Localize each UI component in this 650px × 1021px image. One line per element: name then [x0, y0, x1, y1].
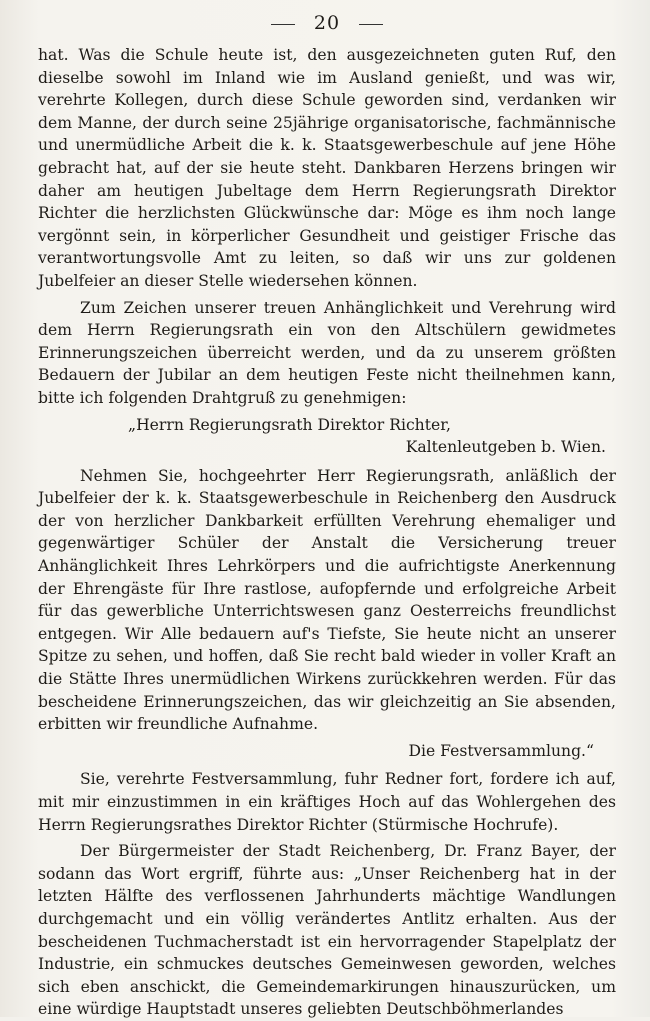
telegram-address: „Herrn Regierungsrath Direktor Richter,	[128, 415, 451, 434]
page-header	[38, 10, 616, 44]
body-text	[38, 44, 616, 1021]
paragraph-4: Sie, verehrte Festversammlung, fuhr Redner fort, fordere ich auf, mit mir einzustimmen in ein kräftiges Hoch auf das Wohlergehen des Herrn Regierungsrathes Direktor Richter (Stürmische Hochrufe).	[38, 770, 616, 834]
paragraph-5: Der Bürgermeister der Stadt Reichenberg, Dr. Franz Bayer, der sodann das Wort ergriff, führte aus: „Unser Reichenberg hat in der letzten Hälfte des verflossenen Jahrhunderts mächtige Wandlungen durchgemacht und ein völlig verändertes Antlitz erhalten. Aus der bescheidenen Tuchmacherstadt ist ein hervorragender Stapelplatz der Industrie, ein schmuckes deutsches Gemeinwesen geworden, welches sich eben anschickt, die Gemeindemarkirungen hinauszurücken, um eine würdige Hauptstadt unseres geliebten Deutschböhmerlandes	[38, 842, 616, 1019]
page-number: 20	[313, 12, 341, 34]
telegram-place: Kaltenleutgeben b. Wien.	[405, 438, 606, 457]
paragraph-2: Zum Zeichen unserer treuen Anhänglichkeit und Verehrung wird dem Herrn Regierungsrath ein von den Altschülern gewidmetes Erinnerungszeichen überreicht werden, und da zu unserem größten Bedauern der Jubilar an dem heutigen Feste nicht theilnehmen kann, bitte ich folgenden Drahtgruß zu genehmigen:	[38, 298, 616, 407]
paragraph-1: hat. Was die Schule heute ist, den ausgezeichneten guten Ruf, den dieselbe sowohl im Inland wie im Ausland genießt, und was wir, verehrte Kollegen, durch diese Schule geworden sind, verdanken wir dem Manne, der durch seine 25jährige organisatorische, fachmännische und unermüdliche Arbeit die k. k. Staatsgewerbeschule auf jene Höhe gebracht hat, auf der sie heute steht. Dankbaren Herzens bringen wir daher am heutigen Jubeltage dem Herrn Regierungsrath Direktor Richter die herzlichsten Glückwünsche dar: Möge es ihm noch lange vergönnt sein, in körperlicher Gesundheit und geistiger Frische das verantwortungsvolle Amt zu leiten, so daß wir uns zur goldenen Jubelfeier an dieser Stelle wiedersehen können.	[38, 46, 616, 290]
paragraph-3: Nehmen Sie, hochgeehrter Herr Regierungsrath, anläßlich der Jubelfeier der k. k. Staatsgewerbeschule in Reichenberg den Ausdruck der von herzlicher Dankbarkeit erfüllten Verehrung ehemaliger und gegenwärtiger Schüler der Anstalt die Versicherung treuer Anhänglichkeit Ihres Lehrkörpers und die aufrichtigste Anerkennung der Ehrengäste für Ihre rastlose, aufopfernde und erfolgreiche Arbeit für das gewerbliche Unterrichtswesen ganz Oesterreichs freundlichst entgegen. Wir Alle bedauern auf's Tiefste, Sie heute nicht an unserer Spitze zu sehen, und hoffen, daß Sie recht bald wieder in voller Kraft an die Stätte Ihres unermüdlichen Wirkens zurückkehren werden. Für das bescheidene Erinnerungszeichen, das wir gleichzeitig an Sie absenden, erbitten wir freundliche Aufnahme.	[38, 466, 616, 734]
header-dash-left	[271, 24, 295, 25]
telegram-signature: Die Festversammlung.“	[408, 741, 594, 760]
header-dash-right	[359, 24, 383, 25]
